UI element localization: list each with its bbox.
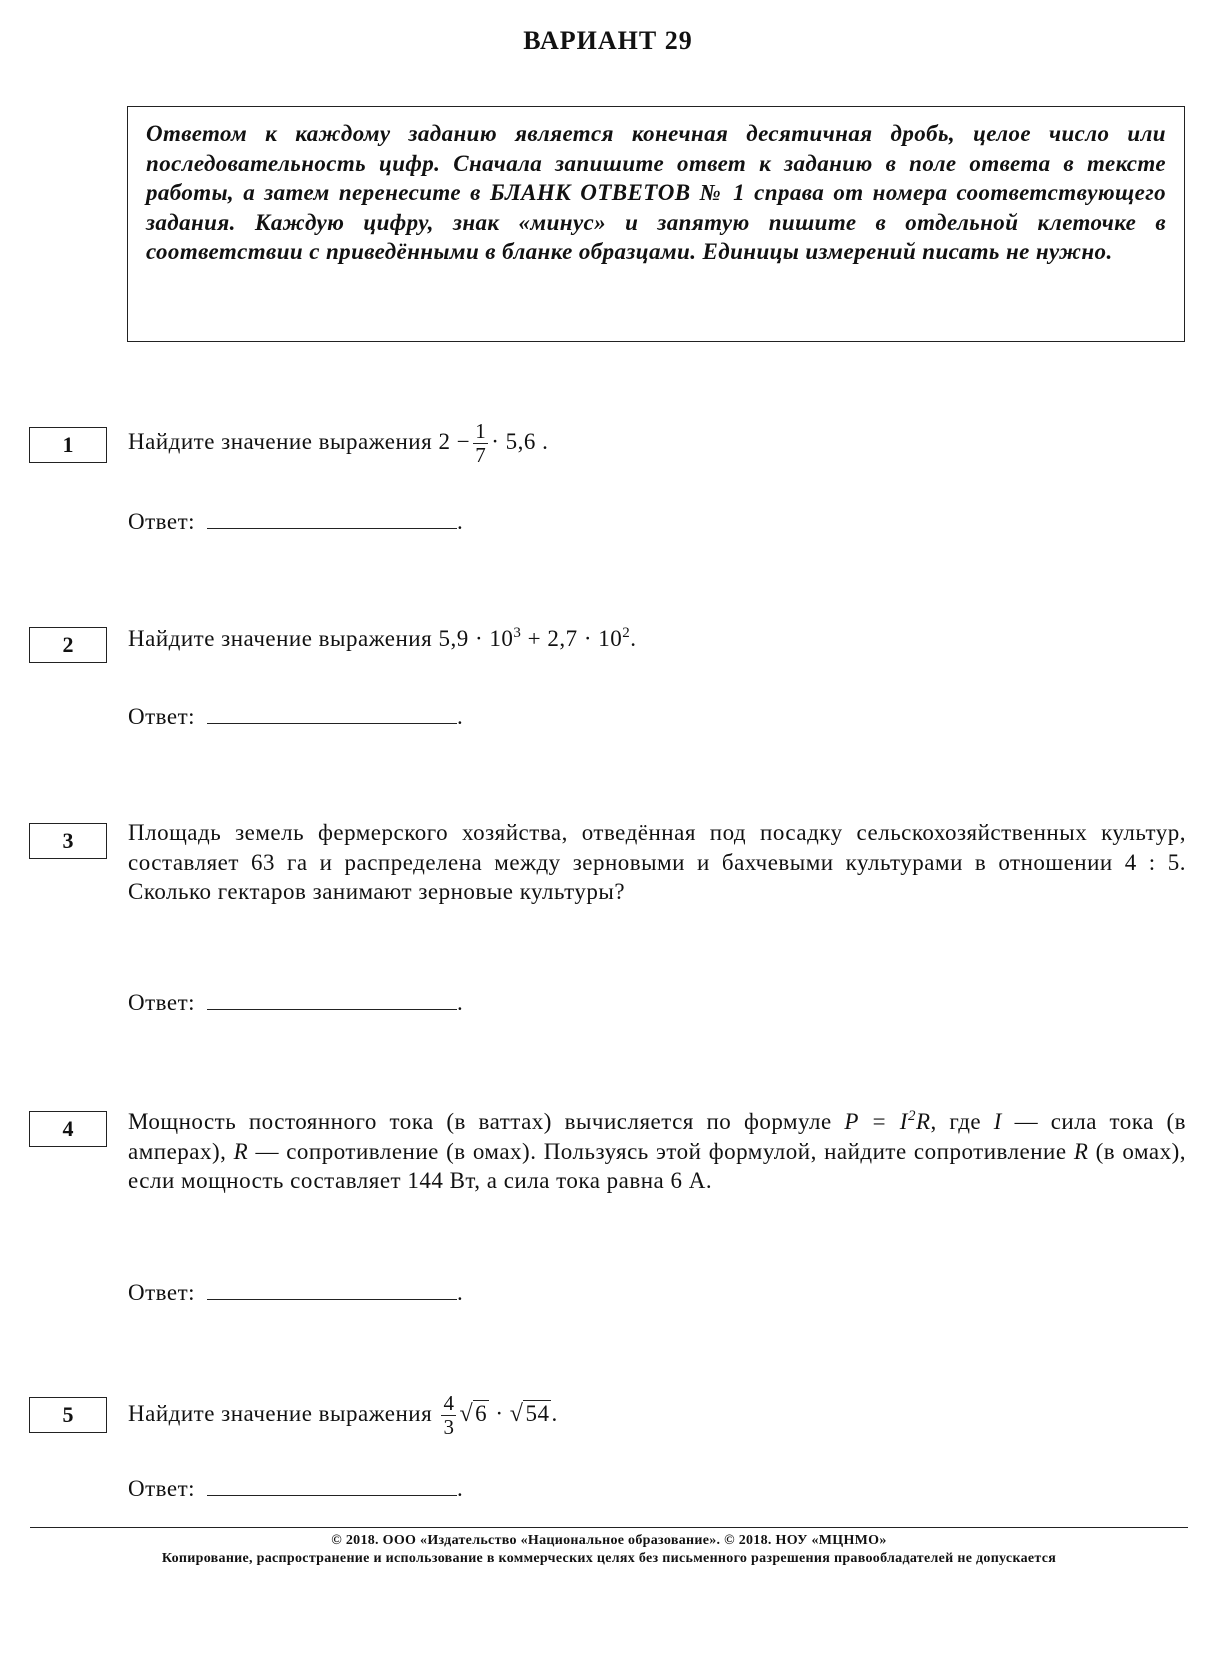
task-5-frac-num: 4: [443, 1391, 455, 1415]
answer-field-3[interactable]: [207, 987, 457, 1010]
task-4-formula: [844, 1109, 930, 1134]
task-3-answer: Ответ: .: [128, 987, 463, 1016]
task-4-var-r: R: [233, 1138, 249, 1164]
task-1-expression: [438, 419, 549, 467]
task-4-formula-r: R: [915, 1109, 931, 1134]
task-2-expression: [438, 626, 636, 651]
task-5-sqrt-1: √6: [459, 1400, 488, 1427]
task-2-question: [128, 624, 1186, 654]
task-number-1: 1: [29, 427, 107, 463]
task-1-frac-num: 1: [475, 419, 487, 443]
task-5-text: Найдите значение выражения: [128, 1400, 433, 1426]
variant-title: ВАРИАНТ 29: [523, 26, 693, 55]
task-5-radicand-1: 6: [475, 1400, 488, 1426]
answer-field-2[interactable]: [207, 701, 457, 724]
task-2-text: Найдите значение выражения: [128, 626, 433, 651]
task-2-power-2: 2: [622, 625, 631, 641]
task-1-text: Найдите значение выражения: [128, 428, 433, 454]
task-4-text-2: , где: [930, 1109, 982, 1134]
task-2-power-1: 3: [513, 625, 522, 641]
answer-label: Ответ:: [128, 1280, 196, 1305]
task-number-3: 3: [29, 823, 107, 859]
task-number-5: 5: [29, 1397, 107, 1433]
task-2-term-2: + 2,7 · 10: [521, 626, 623, 651]
task-number-4: 4: [29, 1111, 107, 1147]
task-1-expr-pre: 2 −: [438, 428, 471, 454]
task-4-formula-power: 2: [907, 1108, 916, 1124]
task-4-text-4: — сопротивление (в омах). Пользуясь этой формулой, найдите сопротивление: [248, 1138, 1067, 1164]
task-5-sqrt-2: √54: [509, 1400, 550, 1427]
answer-label: Ответ:: [128, 1476, 196, 1501]
task-5-frac-den: 3: [443, 1415, 455, 1439]
task-5-radicand-2: 54: [525, 1400, 550, 1426]
answer-label: Ответ:: [128, 704, 196, 729]
task-1-answer: Ответ: .: [128, 506, 463, 535]
task-1-frac-den: 7: [475, 443, 487, 467]
footer-divider: [30, 1527, 1188, 1528]
task-5-expression: [438, 1391, 558, 1439]
answer-field-1[interactable]: [207, 506, 457, 529]
task-2-answer: Ответ: .: [128, 701, 463, 730]
task-4-question: [128, 1107, 1186, 1196]
answer-field-5[interactable]: [207, 1473, 457, 1496]
task-4-var-i: I: [993, 1109, 1002, 1134]
task-2-end: .: [630, 626, 637, 651]
task-2-term-1: 5,9 · 10: [438, 626, 514, 651]
task-5-answer: Ответ: .: [128, 1473, 463, 1502]
task-4-text-1: Мощность постоянного тока (в ваттах) вычисляется по формуле: [128, 1109, 832, 1134]
copy-restriction-line: Копирование, распространение и использование в коммерческих целях без письменного разрешения правообладателей не допускается: [161, 1551, 1057, 1566]
task-3-text: Площадь земель фермерского хозяйства, отведённая под посадку сельскохозяйственных культур, составляет 63 га и распределена между зерновыми и бахчевыми культурами в отношении 4 : 5. Сколько гектаров занимают зерновые культуры?: [128, 820, 1186, 904]
task-1-expr-post: · 5,6 .: [491, 428, 549, 454]
task-5-question: [128, 1393, 1186, 1438]
task-1-question: [128, 421, 1186, 466]
answer-field-4[interactable]: [207, 1277, 457, 1300]
task-4-text-3: — сила тока (в амперах),: [128, 1109, 1186, 1164]
task-4-var-r-2: R: [1073, 1138, 1089, 1164]
task-5-dot: ·: [495, 1400, 504, 1426]
task-4-answer: Ответ: .: [128, 1277, 463, 1306]
task-5-end: .: [551, 1400, 558, 1426]
task-4-text-5: (в омах), если мощность составляет 144 Вт, а сила тока равна 6 А.: [128, 1138, 1186, 1193]
task-1-fraction: [473, 421, 488, 466]
task-5-fraction: [441, 1393, 456, 1438]
answer-label: Ответ:: [128, 509, 196, 534]
copyright-line: © 2018. ООО «Издательство «Национальное образование». © 2018. НОУ «МЦНМО»: [331, 1533, 887, 1548]
instructions-box: Ответом к каждому заданию является конечная десятичная дробь, целое число или последовательность цифр. Сначала запишите ответ к заданию в поле ответа в тексте работы, а затем перенесите в БЛАНК ОТВЕТОВ № 1 справа от номера соответствующего задания. Каждую цифру, знак «минус» и запятую пишите в отдельной клеточке в соответствии с приведёнными в бланке образцами. Единицы измерений писать не нужно.: [127, 106, 1185, 342]
task-4-formula-lhs: P = I: [844, 1109, 908, 1134]
answer-label: Ответ:: [128, 990, 196, 1015]
task-number-2: 2: [29, 627, 107, 663]
